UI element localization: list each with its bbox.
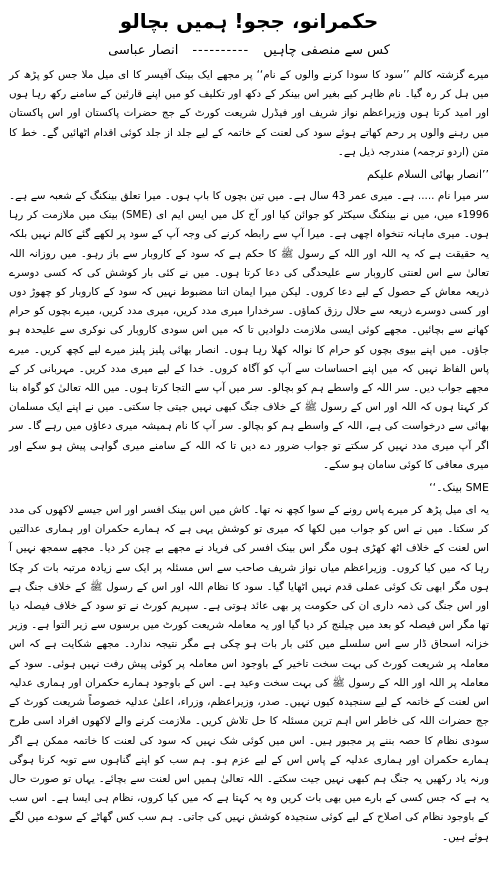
- letter-salutation: ’’انصار بھائی السلام علیکم: [366, 168, 489, 182]
- subtitle: کس سے منصفی چاہیں: [263, 43, 390, 58]
- article-title: حکمرانو، ججو! ہمیں بچالو: [119, 9, 379, 33]
- author-name: انصار عباسی: [108, 43, 179, 58]
- response-paragraph: یہ ای میل پڑھ کر میرے پاس رونے کے سوا کچھ نہ تھا۔ کاش میں اس بینک افسر اور اس جیسے لاکھوں کی مدد کر سکتا۔ میں نے اس کو جواب میں لکھا کہ میری تو کوشش یہی ہے کہ ہمارے حکمران اور ہماری عدالتیں اس لعنت کے خلاف اٹھ کھڑی ہوں مگر اس بینک افسر کی فریاد نے مجھے بے چین کر دیا۔ مجھے سمجھ نہیں آ رہا کہ میں کیا کروں۔ وزیراعظم میاں نواز شریف صاحب سے اس مسئلہ پر ایک سے زیادہ مرتبہ بات کر چکا ہوں مگر ابھی تک کوئی عملی قدم نہیں اٹھایا گیا۔ سود کا نظام اللہ اور اس کے رسول ﷺ کے خلاف جنگ ہے اور اس جنگ کی ذمہ داری ان کی حکومت پر بھی عائد ہوتی ہے۔ سپریم کورٹ نے تو سود کے خلاف فیصلہ دیا تھا مگر اس فیصلہ کو بعد میں چیلنج کر دیا گیا اور یہ معاملہ شریعت کورٹ میں برسوں سے زیر التوا ہے۔ وزیر خزانہ اسحاق ڈار سے اس سلسلے میں کئی بار بات ہو چکی ہے مگر نتیجہ ندارد۔ مجھے شکایت ہے کہ اس معاملہ پر شریعت کورٹ کی بہت سخت تاخیر کے باوجود اس معاملہ پر کوئی پیش رفت نہیں ہوئی۔ سود کے معاملہ پر اللہ اور اللہ کے رسول ﷺ کی بہت سخت وعید ہے۔ اس کے باوجود ہمارے حکمران اور ہماری عدلیہ اس لعنت کے خاتمہ کے لیے سنجیدہ کیوں نہیں۔ صدر، وزیراعظم، وزراء، اعلیٰ عدلیہ خصوصاً شریعت کورٹ کے جج حضرات اللہ کی خاطر اس اہم ترین مسئلہ کا حل تلاش کریں۔ ملازمت کرنے والے لاکھوں افراد اسی طرح سودی نظام کا حصہ بننے پر مجبور ہیں۔ اس میں کوئی شک نہیں کہ سود کی لعنت کا خاتمہ ممکن ہے اگر ہمارے حکمران اور ہماری عدلیہ کے پاس اس کے لیے عزم ہو۔ ہم سب کو اپنے گناہوں سے توبہ کرنا ہوگی ورنہ یاد رکھیں یہ جنگ ہم کبھی نہیں جیت سکتے۔ اللہ تعالیٰ ہمیں اس لعنت سے بچائے۔ یہاں تو صورت حال یہ ہے کہ جس کسی کے بارے میں بھی بات کریں وہ یہ کہتا ہے کہ میں کیا کروں، نظام ہی ایسا ہے۔ اس سب کے باوجود نظام کی اصلاح کے لیے کوئی سنجیدہ کوشش نہیں کی جاتی۔ ہم سب کس گھاٹے کے سودے میں لگے ہوئے ہیں۔: [9, 504, 489, 843]
- letter-signoff: SME بینک۔‘‘: [429, 481, 489, 495]
- letter-body-paragraph: سر میرا نام ..... ہے۔ میری عمر 43 سال ہے۔ میں تین بچوں کا باپ ہوں۔ میرا تعلق بینکنگ کے شعبہ سے ہے۔ 1996ء میں، میں نے بینکنگ سیکٹر کو جوائن کیا اور آج کل میں ایس ایم ای (SME) بینک میں ملازمت کر رہا ہوں۔ میری ماہانہ تنخواہ اچھی ہے۔ میرا آپ سے رابطہ کرنے کی وجہ آپ کے سود پر لکھے گئے کالم نہیں بلکہ یہ حقیقت ہے کہ یہ اللہ اور اللہ کے رسول ﷺ کا حکم ہے کہ سود کے کاروبار سے باز رہو۔ میں روزانہ اللہ تعالیٰ سے اس لعنتی کاروبار سے علیحدگی کی دعا کرتا ہوں۔ میں نے کئی بار کوشش کی کہ کسی دوسرے ذریعہ معاش کے حصول کے لیے دعا کروں۔ لیکن میرا ایمان اتنا مضبوط نہیں کہ سود کے کاروبار کو چھوڑ دوں اور کسی دوسرے ذریعہ سے حلال رزق کماؤں۔ سرخدارا میری مدد کریں، میری مدد کریں، میرے بچوں کو حرام کھانے سے بچائیں۔ مجھے کوئی ایسی ملازمت دلوادیں تا کہ میں اس سودی کاروبار کی نوکری سے علیحدہ ہو جاؤں۔ میں اپنے بیوی بچوں کو حرام کا نوالہ کھلا رہا ہوں۔ انصار بھائی پلیز پلیز میرے لیے کچھ کریں۔ میرے پاس الفاظ نہیں کہ میں اپنے احساسات سے آپ کو آگاہ کروں۔ خدا کے لیے میری مدد کریں۔ مہربانی کر کے مجھے جواب دیں۔ سر اللہ کے واسطے ہم کو بچالو۔ سر میں آپ سے التجا کرتا ہوں۔ میں اللہ تعالیٰ کو گواہ بنا کر کہتا ہوں کہ اللہ اور اس کے رسول ﷺ کے خلاف جنگ کبھی نہیں جیتی جا سکتی۔ میں نے اپنے ایک مسلمان بھائی سے درخواست کی ہے، اللہ کے واسطے ہم کو بچالو۔ سر آپ کا نام ہمیشہ میری دعاؤں میں رہے گا۔ سر اگر آپ میری مدد نہیں کر سکتے تو جواب ضرور دے دیں تا کہ اللہ کے سامنے میری گواہی پیش ہو سکے اور میری معافی کا کوئی سامان ہو سکے۔: [9, 190, 489, 471]
- byline-separator: ----------: [192, 43, 250, 58]
- byline: [9, 42, 489, 60]
- intro-paragraph: میرے گزشتہ کالم ’’سود کا سودا کرنے والوں کے نام‘‘ پر مجھے ایک بینک آفیسر کا ای میل ملا جس کو پڑھ کر میں ہل کر رہ گیا۔ نام ظاہر کیے بغیر اس بینکر کے دکھ اور تکلیف کو میں اپنے قارئین کے سامنے رکھ رہا ہوں اور امید کرتا ہوں وزیراعظم نواز شریف اور فیڈرل شریعت کورٹ کے جج حضرات پاکستان اور اس پاکستان میں رہنے والوں پر رحم کھاتے ہوئے سود کی لعنت کے خاتمہ کے لیے جلد از جلد کوئی اقدام اٹھائیں گے۔ خط کا متن (اردو ترجمہ) مندرجہ ذیل ہے۔: [9, 69, 489, 158]
